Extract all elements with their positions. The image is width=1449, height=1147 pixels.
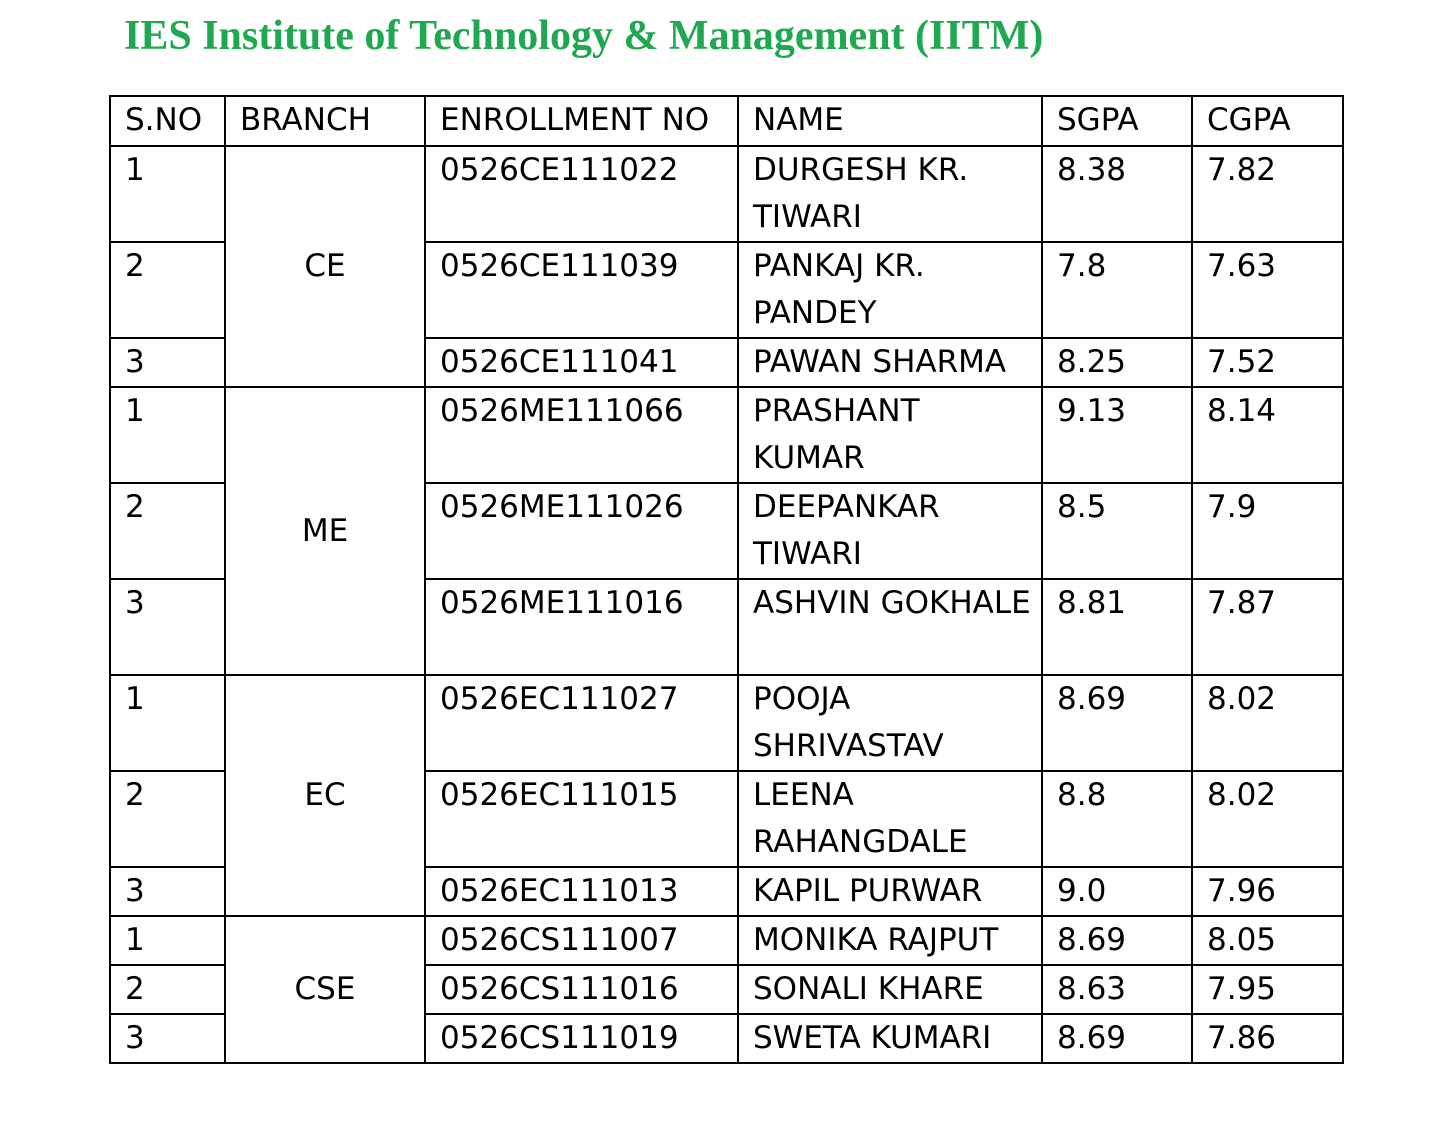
cell-enrollment: 0526EC111013 [425, 867, 738, 916]
cell-enrollment: 0526CS111016 [425, 965, 738, 1014]
cell-cgpa: 8.05 [1192, 916, 1343, 965]
table-row [110, 387, 1343, 483]
name-text: SWETA KUMARI [753, 1020, 992, 1056]
name-text: ASHVIN GOKHALE [753, 585, 1031, 621]
cell-cgpa: 8.02 [1192, 771, 1343, 867]
cell-sno: 1 [110, 387, 225, 483]
cell-name [738, 675, 1042, 771]
cell-cgpa: 7.82 [1192, 146, 1343, 242]
cell-sno: 2 [110, 965, 225, 1014]
cell-enrollment: 0526ME111026 [425, 483, 738, 579]
name-text: SONALI KHARE [753, 971, 984, 1007]
cell-sgpa: 8.69 [1042, 675, 1192, 771]
cell-sno: 3 [110, 867, 225, 916]
cell-sno: 1 [110, 146, 225, 242]
cell-sno: 2 [110, 771, 225, 867]
header-name: NAME [738, 96, 1042, 146]
cell-enrollment: 0526CE111041 [425, 338, 738, 387]
cell-enrollment: 0526ME111016 [425, 579, 738, 675]
cell-sno: 1 [110, 916, 225, 965]
header-sgpa: SGPA [1042, 96, 1192, 146]
cell-sno: 2 [110, 242, 225, 338]
cell-name [738, 965, 1042, 1014]
cell-enrollment: 0526CS111007 [425, 916, 738, 965]
cell-sgpa: 8.69 [1042, 1014, 1192, 1063]
cell-cgpa: 8.02 [1192, 675, 1343, 771]
cell-name [738, 338, 1042, 387]
cell-sgpa: 8.63 [1042, 965, 1192, 1014]
cell-branch: EC [225, 675, 425, 916]
header-cgpa: CGPA [1192, 96, 1343, 146]
cell-name [738, 242, 1042, 338]
cell-name [738, 916, 1042, 965]
table-row [110, 675, 1343, 771]
cell-cgpa: 7.87 [1192, 579, 1343, 675]
cell-sno: 3 [110, 1014, 225, 1063]
cell-sgpa: 7.8 [1042, 242, 1192, 338]
name-text: DURGESH KR. TIWARI [753, 152, 969, 235]
name-text: PAWAN SHARMA [753, 344, 1007, 380]
cell-branch: CSE [225, 916, 425, 1063]
cell-enrollment: 0526EC111015 [425, 771, 738, 867]
cell-enrollment: 0526CS111019 [425, 1014, 738, 1063]
cell-name [738, 867, 1042, 916]
cell-cgpa: 7.96 [1192, 867, 1343, 916]
cell-name [738, 146, 1042, 242]
cell-sno: 1 [110, 675, 225, 771]
cell-cgpa: 7.86 [1192, 1014, 1343, 1063]
name-text: KAPIL PURWAR [753, 873, 983, 909]
header-row [110, 96, 1343, 146]
cell-sgpa: 8.8 [1042, 771, 1192, 867]
cell-name [738, 387, 1042, 483]
header-enrollment: ENROLLMENT NO [425, 96, 738, 146]
name-text: POOJA SHRIVASTAV [753, 681, 944, 764]
cell-branch: CE [225, 146, 425, 387]
cell-sgpa: 8.38 [1042, 146, 1192, 242]
page-title: IES Institute of Technology & Management (IITM) [124, 13, 1044, 59]
cell-cgpa: 7.9 [1192, 483, 1343, 579]
cell-name [738, 483, 1042, 579]
cell-cgpa: 7.95 [1192, 965, 1343, 1014]
cell-cgpa: 7.52 [1192, 338, 1343, 387]
cell-enrollment: 0526ME111066 [425, 387, 738, 483]
table-row [110, 146, 1343, 242]
results-table [109, 95, 1344, 1064]
cell-sno: 2 [110, 483, 225, 579]
cell-enrollment: 0526CE111039 [425, 242, 738, 338]
cell-enrollment: 0526CE111022 [425, 146, 738, 242]
name-text: DEEPANKAR TIWARI [753, 489, 940, 572]
table-row [110, 916, 1343, 965]
cell-branch: ME [225, 387, 425, 675]
cell-sgpa: 8.25 [1042, 338, 1192, 387]
name-text: PANKAJ KR. PANDEY [753, 248, 925, 331]
cell-sgpa: 8.69 [1042, 916, 1192, 965]
name-text: MONIKA RAJPUT [753, 922, 999, 958]
name-text: PRASHANT KUMAR [753, 393, 920, 476]
cell-enrollment: 0526EC111027 [425, 675, 738, 771]
cell-cgpa: 8.14 [1192, 387, 1343, 483]
header-sno: S.NO [110, 96, 225, 146]
name-text: LEENA RAHANGDALE [753, 777, 968, 860]
cell-cgpa: 7.63 [1192, 242, 1343, 338]
cell-sgpa: 9.0 [1042, 867, 1192, 916]
header-branch: BRANCH [225, 96, 425, 146]
cell-name [738, 1014, 1042, 1063]
cell-name [738, 579, 1042, 675]
cell-sgpa: 9.13 [1042, 387, 1192, 483]
cell-sgpa: 8.81 [1042, 579, 1192, 675]
cell-name [738, 771, 1042, 867]
cell-sno: 3 [110, 338, 225, 387]
cell-sno: 3 [110, 579, 225, 675]
cell-sgpa: 8.5 [1042, 483, 1192, 579]
